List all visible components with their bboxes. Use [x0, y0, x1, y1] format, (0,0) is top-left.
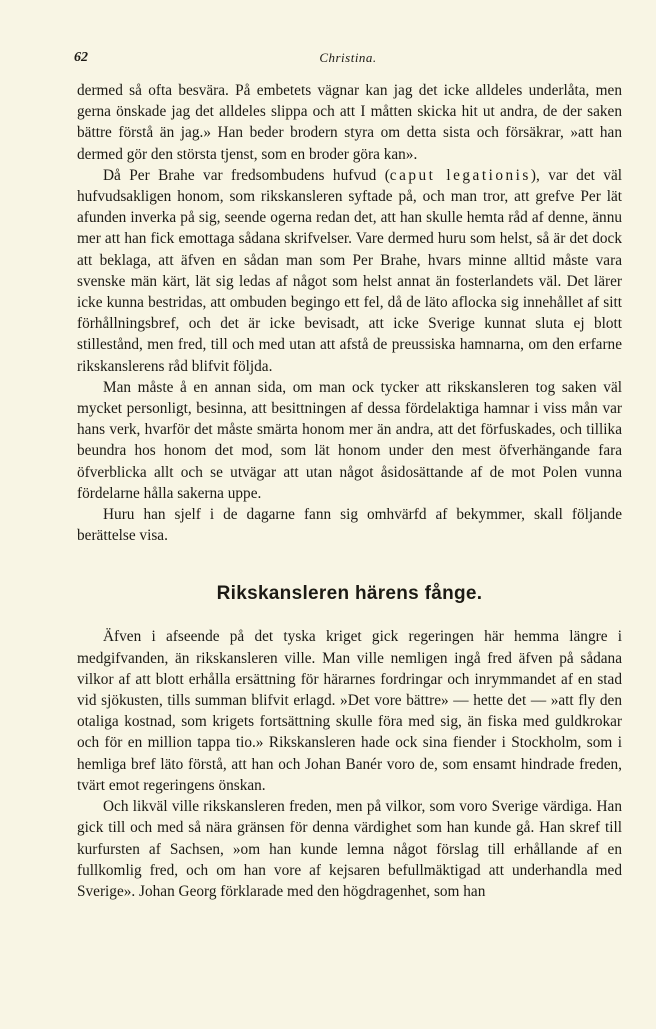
paragraph-text: Då Per Brahe var fredsombudens hufvud (: [103, 166, 390, 184]
section-paragraph: Och likväl ville rikskansleren freden, men på vilkor, som voro Sverige värdiga. Han gick till och med så nära gränsen för denna värdighet som han kunde gå. Han skref till kurfursten af Sachsen, »om han kunde lemna något förslag till erhållande af en fullkomlig fred, och om han vore af kejsaren befullmäktigad att underhandla med Sverige». Johan Georg förklarade med den högdragenhet, som han: [77, 798, 622, 900]
paragraph-per-brahe: [77, 165, 622, 377]
page-number: 62: [74, 50, 88, 65]
running-title: Christina.: [319, 50, 377, 65]
paragraph-transition: Huru han sjelf i de dagarne fann sig omhvärfd af bekymmer, skall följande berättelse visa.: [77, 506, 622, 545]
page-header: [74, 50, 622, 70]
paragraph-other-side: Man måste å en annan sida, om man ock tycker att rikskansleren tog saken väl mycket personligt, besinna, att besittningen af dessa fördelaktiga hamnar i viss mån var hans verk, hvarför det måste smärta honom mer än andra, att det förfuskades, och tillika beundra hos honom det mod, som lät honom under den mest öfverhängande fara öfverblicka allt och se utvägar att utan något åsidosättande af de mot Polen vunna fördelarne hålla sakerna uppe.: [77, 378, 622, 502]
section-paragraph: Äfven i afseende på det tyska kriget gick regeringen här hemma längre i medgifvanden, än rikskansleren ville. Man ville nemligen ingå fred äfven på sådana vilkor af att blott erhålla ersättning för härarnes fordringar och inrymmandet af en stad vid sjökusten, tills summan blifvit erlagd. »Det vore bättre» — hette det — »att fly den otaliga kostnad, som krigets fortsättning skulle föra med sig, än fiska med guldkrokar och för en million tappa tio.» Rikskansleren hade ock sina fiender i Stockholm, som i hemliga bref läto förstå, att han och Johan Banér voro de, som ensamt hindrade freden, tvärt emot regeringens önskan.: [77, 628, 622, 794]
latin-term: caput legationis: [389, 166, 531, 184]
section-heading: Rikskansleren härens fånge.: [216, 583, 483, 605]
paragraph-text: ), var det väl hufvudsakligen honom, som rikskansleren syftade på, och man tror, att grefve Per lät afunden inverka på sig, seende ogerna redan det, att han skulle hemta råd af denne, ännu mer att han fick emottaga sådana skrifvelser. Vare dermed huru som helst, så är det dock att beklaga, att äfven en sådan man som Per Brahe, hvars minne alltid måste vara svenske män kärt, lät sig ledas af något som helst annat än fosterlandets väl. Det lärer icke kunna bestridas, att ombuden begingo ett fel, då de läto aflocka sig innehållet af sitt förhållningsbref, och det är icke bevisadt, att icke Sverige kunnat sluta ej blott stillestånd, men fred, till och med utan att afstå de preussiska hamnarna, om den erfarne rikskanslerens råd blifvit följda.: [77, 166, 622, 375]
body-text: [77, 80, 622, 902]
paragraph-continued: dermed så ofta besvära. På embetets vägnar kan jag det icke alldeles underlåta, men gerna önskade jag det alldeles slippa och att I måtten skicka hit ut andra, de der saken bättre förstå än jag.» Han beder brodern styra om detta sista och försäkrar, »att han dermed gör den största tjenst, som en broder göra kan».: [77, 82, 622, 163]
